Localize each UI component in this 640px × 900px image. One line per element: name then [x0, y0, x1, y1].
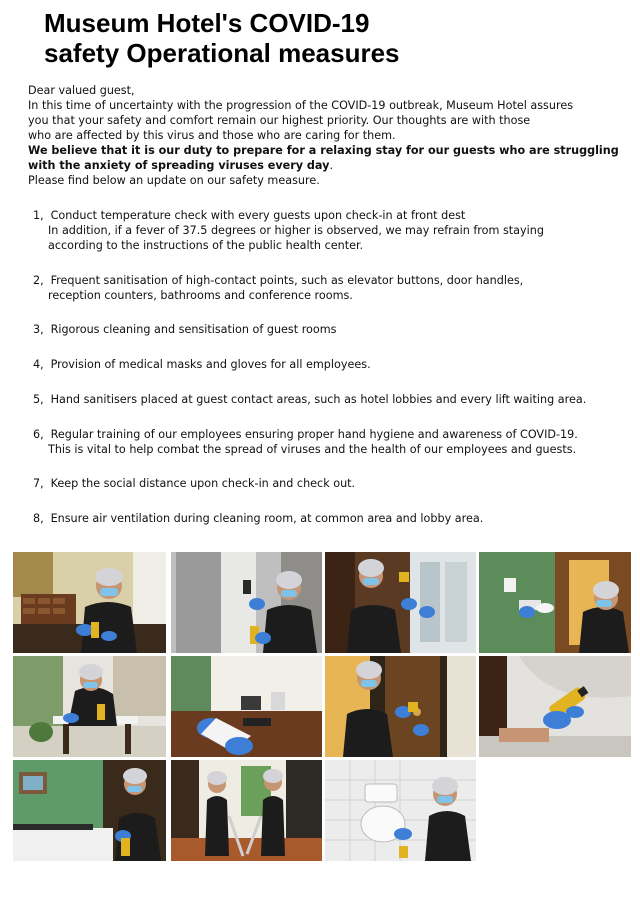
measure-number: 8,: [33, 512, 44, 525]
page-title: [44, 8, 604, 68]
photo-door-knob-cleaning: [325, 656, 476, 757]
measure-detail: reception counters, bathrooms and conference rooms.: [48, 289, 353, 302]
measure-item: [33, 357, 623, 372]
measure-number: 5,: [33, 393, 44, 406]
measure-text: Ensure air ventilation during cleaning room, at common area and lobby area.: [50, 512, 484, 525]
measure-number: 6,: [33, 428, 44, 441]
measure-item: [33, 476, 623, 491]
photo-door-handle-sanitising: [325, 552, 476, 653]
measure-text: Keep the social distance upon check-in and check out.: [50, 477, 356, 490]
measure-number: 2,: [33, 274, 44, 287]
intro-letter: [28, 83, 628, 188]
measure-item: [33, 511, 623, 526]
photo-bedroom-cleaning: [13, 760, 166, 861]
measure-number: 4,: [33, 358, 44, 371]
measure-text: Regular training of our employees ensuring proper hand hygiene and awareness of COVID-19.: [50, 428, 578, 441]
measure-text: Hand sanitisers placed at guest contact areas, such as hotel lobbies and every lift waiting area.: [50, 393, 587, 406]
measure-number: 7,: [33, 477, 44, 490]
measure-detail: In addition, if a fever of 37.5 degrees or higher is observed, we may refrain from staying: [48, 224, 544, 237]
update-line: Please find below an update on our safety measure.: [28, 174, 320, 187]
measure-item: [33, 392, 623, 407]
photo-lobby-mopping: [171, 760, 322, 861]
photo-temperature-check: [13, 552, 166, 653]
greeting: Dear valued guest,: [28, 84, 135, 97]
measure-number: 3,: [33, 323, 44, 336]
photo-collage: [13, 552, 631, 864]
photo-sanitiser-bottle: [479, 656, 631, 757]
photo-bathroom-cleaning: [325, 760, 476, 861]
photo-elevator-sanitising: [171, 552, 322, 653]
photo-switch-sanitising: [479, 552, 631, 653]
bold-statement-period: .: [329, 159, 333, 172]
intro-line-3: who are affected by this virus and those who are caring for them.: [28, 129, 396, 142]
measure-detail: according to the instructions of the public health center.: [48, 239, 364, 252]
measure-text: Rigorous cleaning and sensitisation of guest rooms: [50, 323, 337, 336]
measure-item: [33, 208, 623, 253]
measure-item: [33, 322, 623, 337]
title-line-2: safety Operational measures: [44, 38, 400, 68]
measure-text: Frequent sanitisation of high-contact points, such as elevator buttons, door handles,: [50, 274, 524, 287]
photo-table-cleaning: [13, 656, 166, 757]
bold-statement-2: with the anxiety of spreading viruses every day: [28, 159, 330, 172]
measure-number: 1,: [33, 209, 44, 222]
measure-text: Conduct temperature check with every guests upon check-in at front dest: [50, 209, 466, 222]
measure-detail: This is vital to help combat the spread of viruses and the health of our employees and guests.: [48, 443, 577, 456]
intro-line-1: In this time of uncertainty with the progression of the COVID-19 outbreak, Museum Hotel assures: [28, 99, 574, 112]
photo-guest-room-cleaning: [171, 656, 322, 757]
bold-statement-1: We believe that it is our duty to prepare for a relaxing stay for our guests who are struggling: [28, 144, 619, 157]
title-line-1: Museum Hotel's COVID-19: [44, 8, 370, 38]
intro-line-2: you that your safety and comfort remain our highest priority. Our thoughts are with those: [28, 114, 531, 127]
measure-item: [33, 273, 623, 303]
measure-text: Provision of medical masks and gloves for all employees.: [50, 358, 371, 371]
measure-item: [33, 427, 623, 457]
